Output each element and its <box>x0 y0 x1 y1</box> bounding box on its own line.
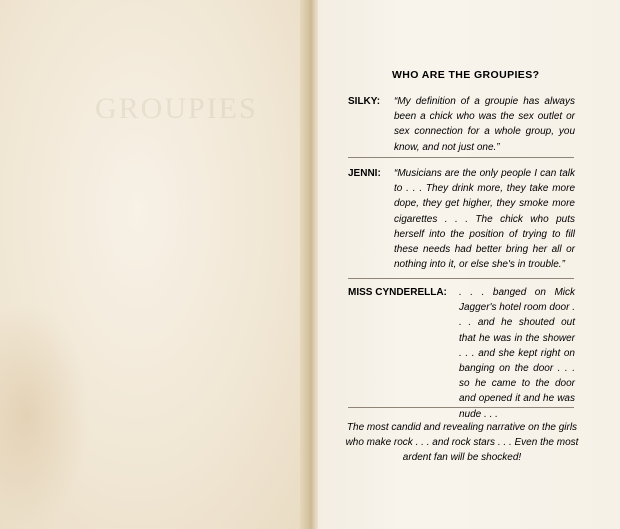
speaker-silky: SILKY: <box>348 96 381 107</box>
closing-blurb: The most candid and revealing narrative on the girls who make rock . . . and rock stars . . . Even the most ardent fan will be shocked! <box>345 422 579 463</box>
book-spine <box>300 0 320 529</box>
quote-silky: “My definition of a groupie has always been a chick who was the sex outlet or sex connection for a whole group, you know, and not just one.” <box>394 96 575 153</box>
speaker-jenni: JENNI: <box>348 168 381 179</box>
divider <box>348 278 574 279</box>
water-stain <box>0 300 90 529</box>
bleed-through-title: GROUPIES <box>95 92 258 125</box>
divider <box>348 407 574 408</box>
speaker-miss-cynderella: MISS CYNDERELLA: <box>348 287 447 298</box>
quote-jenni: “Musicians are the only people I can talk to . . . They drink more, they take more dope, they get higher, they smoke more cigarettes . . . The chick who puts herself into the position of trying to fill these needs had better bring her all or nothing into it, or else she's in trouble.” <box>394 168 575 271</box>
page-heading: WHO ARE THE GROUPIES? <box>392 69 540 81</box>
left-page <box>0 0 306 529</box>
divider <box>348 157 574 158</box>
quote-miss-cynderella: . . . banged on Mick Jagger's hotel room door . . . and he shouted out that he was in the shower . . . and she kept right on banging on the door . . . so he came to the door and opened it and he was nude . . . <box>459 287 575 420</box>
